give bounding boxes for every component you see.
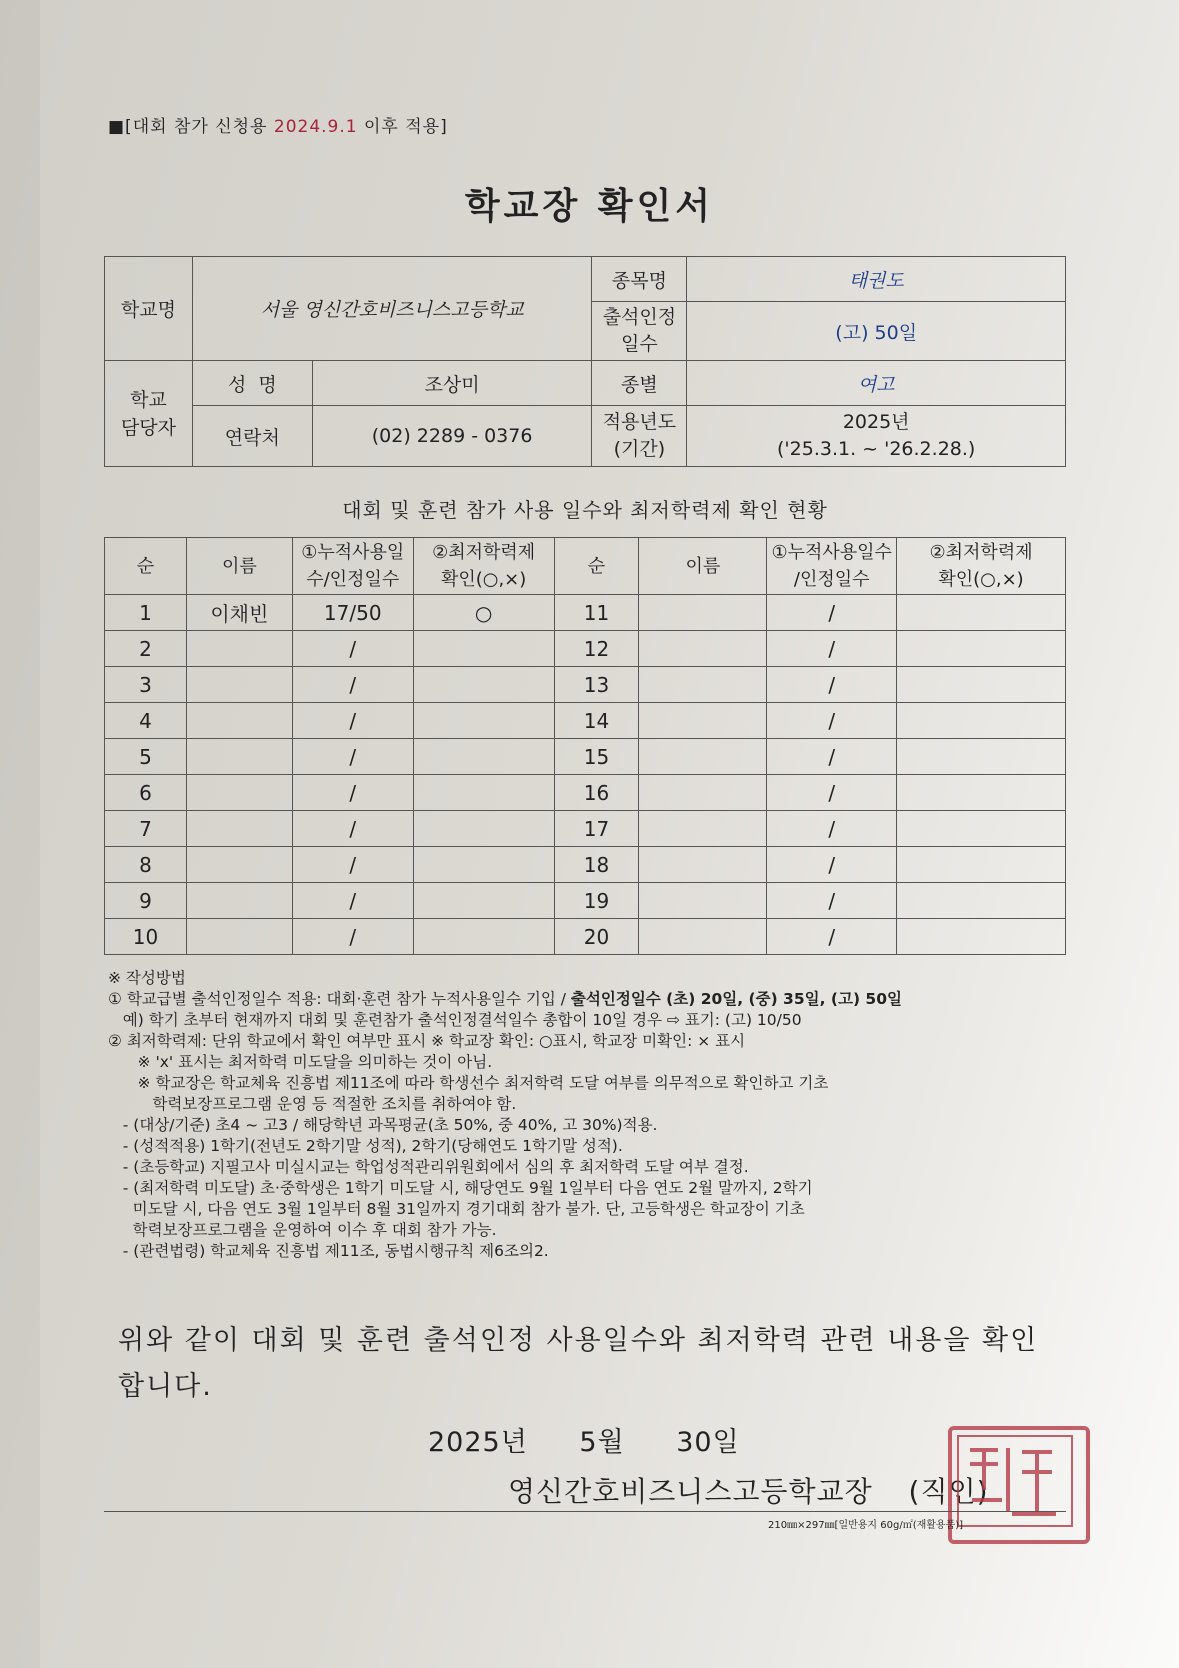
sport-value: 태권도 [687, 257, 1066, 302]
signer [508, 1470, 989, 1510]
cell-check [413, 811, 554, 847]
cell-check [413, 703, 554, 739]
cell-name2 [639, 739, 767, 775]
cell-days: / [292, 667, 413, 703]
cell-no: 10 [105, 919, 187, 955]
cell-no2: 14 [554, 703, 639, 739]
status-header-cell: 순 [554, 538, 639, 595]
date-month: 5월 [579, 1427, 625, 1458]
guide-line: 학력보장프로그램을 운영하여 이수 후 대회 참가 가능. [108, 1221, 497, 1239]
status-header-cell: ②최저학력제 확인(○,×) [897, 538, 1066, 595]
status-header-cell: ①누적사용일 수/인정일수 [292, 538, 413, 595]
cell-days2: / [767, 811, 897, 847]
header-date: 2024.9.1 [273, 117, 358, 137]
sport-label: 종목명 [592, 257, 687, 302]
cell-no2: 20 [554, 919, 639, 955]
cell-days2: / [767, 919, 897, 955]
cell-check [413, 847, 554, 883]
cell-check2 [897, 847, 1066, 883]
document-title: 학교장 확인서 [464, 186, 715, 227]
table-row [105, 667, 1066, 703]
cell-days: / [292, 883, 413, 919]
cell-check [413, 739, 554, 775]
status-header-cell: 이름 [639, 538, 767, 595]
cell-name2 [639, 595, 767, 631]
type-label: 종별 [592, 361, 687, 406]
school-value: 서울 영신간호비즈니스고등학교 [192, 257, 592, 361]
cell-name [186, 739, 292, 775]
signer-name: 영신간호비즈니스고등학교장 [508, 1475, 873, 1508]
cell-no: 3 [105, 667, 187, 703]
cell-no: 6 [105, 775, 187, 811]
cell-no: 5 [105, 739, 187, 775]
year-cell [687, 406, 1066, 467]
cell-no: 7 [105, 811, 187, 847]
cell-no2: 18 [554, 847, 639, 883]
date-day: 30일 [676, 1427, 740, 1458]
table-row [105, 739, 1066, 775]
cell-check2 [897, 667, 1066, 703]
cell-check: ○ [413, 595, 554, 631]
cell-days2: / [767, 775, 897, 811]
cell-name [186, 847, 292, 883]
year-period: ('25.3.1. ~ '26.2.28.) [777, 438, 976, 460]
cell-no: 9 [105, 883, 187, 919]
cell-no2: 11 [554, 595, 639, 631]
cell-name2 [639, 883, 767, 919]
cell-check2 [897, 631, 1066, 667]
cell-days: / [292, 847, 413, 883]
cell-days2: / [767, 739, 897, 775]
summary-title: 대회 및 훈련 참가 사용 일수와 최저학력제 확인 현황 [342, 498, 828, 522]
date-year: 2025년 [428, 1427, 528, 1458]
cell-no: 4 [105, 703, 187, 739]
cell-days: / [292, 703, 413, 739]
name-value: 조상미 [312, 361, 592, 406]
cell-check2 [897, 703, 1066, 739]
guide-item-1: ① 학교급별 출석인정일수 적용: 대회·훈련 참가 누적사용일수 기입 / 출석인정일수 (초) 20일, (중) 35일, (고) 50일 [108, 990, 902, 1008]
cell-name2 [639, 631, 767, 667]
cell-days: / [292, 775, 413, 811]
table-row [105, 595, 1066, 631]
cell-days2: / [767, 631, 897, 667]
year-label: 적용년도 (기간) [592, 406, 687, 467]
cell-check2 [897, 883, 1066, 919]
table-row [105, 703, 1066, 739]
bottom-rule [104, 1511, 1066, 1512]
cell-name [186, 703, 292, 739]
confirmation-statement: 위와 같이 대회 및 훈련 출석인정 사용일수와 최저학력 관련 내용을 확인합니다. [118, 1325, 1039, 1402]
cell-no: 8 [105, 847, 187, 883]
school-label: 학교명 [105, 257, 193, 361]
cell-no: 1 [105, 595, 187, 631]
writing-guide [108, 968, 1068, 1262]
cell-name [186, 919, 292, 955]
cell-days2: / [767, 703, 897, 739]
cell-no2: 12 [554, 631, 639, 667]
cell-check2 [897, 595, 1066, 631]
cell-name2 [639, 919, 767, 955]
contact-value: (02) 2289 - 0376 [312, 406, 592, 467]
guide-line: 미도달 시, 다음 연도 3월 1일부터 8월 31일까지 경기대회 참가 불가. 단, 고등학생은 학교장이 기초 [108, 1200, 805, 1218]
cell-name [186, 667, 292, 703]
cell-days2: / [767, 595, 897, 631]
cell-no: 2 [105, 631, 187, 667]
guide-line: ※ 학교장은 학교체육 진흥법 제11조에 따라 학생선수 최저학력 도달 여부를 의무적으로 확인하고 기초 [108, 1074, 829, 1092]
year-value: 2025년 [842, 411, 910, 433]
cell-name [186, 883, 292, 919]
guide-line: ※ 'x' 표시는 최저학력 미도달을 의미하는 것이 아님. [108, 1053, 493, 1071]
cell-name2 [639, 847, 767, 883]
seal-pattern-icon [952, 1430, 1078, 1532]
cell-days2: / [767, 883, 897, 919]
guide-heading: ※ 작성방법 [108, 969, 186, 987]
name-label: 성 명 [192, 361, 312, 406]
status-header-cell: 이름 [186, 538, 292, 595]
cell-check [413, 883, 554, 919]
type-value: 여고 [687, 361, 1066, 406]
cell-no2: 17 [554, 811, 639, 847]
cell-check [413, 667, 554, 703]
manager-label: 학교 담당자 [105, 361, 193, 467]
cell-check2 [897, 919, 1066, 955]
cell-check2 [897, 811, 1066, 847]
cell-name [186, 775, 292, 811]
guide-example: 예) 학기 초부터 현재까지 대회 및 훈련참가 출석인정결석일수 총합이 10일 경우 ⇨ 표기: (고) 10/50 [108, 1011, 802, 1029]
cell-no2: 15 [554, 739, 639, 775]
cell-check2 [897, 775, 1066, 811]
official-seal-icon [948, 1426, 1090, 1544]
contact-label: 연락처 [192, 406, 312, 467]
table-row [105, 919, 1066, 955]
status-table [104, 537, 1066, 955]
cell-days2: / [767, 667, 897, 703]
cell-no2: 16 [554, 775, 639, 811]
cell-name [186, 811, 292, 847]
cell-days: 17/50 [292, 595, 413, 631]
table-row [105, 883, 1066, 919]
status-header-cell: ②최저학력제 확인(○,×) [413, 538, 554, 595]
cell-check [413, 631, 554, 667]
info-table [104, 256, 1066, 467]
table-row [105, 811, 1066, 847]
header-note: ■[대회 참가 신청용 2024.9.1 이후 적용] [108, 117, 448, 137]
status-header-row [105, 538, 1066, 595]
cell-days: / [292, 739, 413, 775]
guide-line: - (성적적용) 1학기(전년도 2학기말 성적), 2학기(당해연도 1학기말 성적). [108, 1137, 623, 1155]
cell-name2 [639, 703, 767, 739]
guide-line: - (관련법령) 학교체육 진흥법 제11조, 동법시행규칙 제6조의2. [108, 1242, 549, 1260]
attendance-label: 출석인정 일수 [592, 302, 687, 361]
signature-date [428, 1420, 782, 1459]
cell-days2: / [767, 847, 897, 883]
seal-text: (직인) [908, 1475, 989, 1508]
cell-days: / [292, 811, 413, 847]
guide-item-2: ② 최저학력제: 단위 학교에서 확인 여부만 표시 ※ 학교장 확인: ○표시, 학교장 미확인: × 표시 [108, 1032, 746, 1050]
status-header-cell: 순 [105, 538, 187, 595]
guide-line: - (초등학교) 지필고사 미실시교는 학업성적관리위원회에서 심의 후 최저학력 도달 여부 결정. [108, 1158, 749, 1176]
guide-line: 학력보장프로그램 운영 등 적절한 조치를 취하여야 함. [108, 1095, 517, 1113]
cell-check [413, 919, 554, 955]
cell-days: / [292, 631, 413, 667]
attendance-value: (고) 50일 [687, 302, 1066, 361]
guide-line: - (최저학력 미도달) 초·중학생은 1학기 미도달 시, 해당연도 9월 1일부터 다음 연도 2월 말까지, 2학기 [108, 1179, 813, 1197]
cell-days: / [292, 919, 413, 955]
cell-check [413, 775, 554, 811]
table-row [105, 631, 1066, 667]
cell-name2 [639, 775, 767, 811]
table-row [105, 847, 1066, 883]
cell-name2 [639, 811, 767, 847]
cell-no2: 13 [554, 667, 639, 703]
cell-name2 [639, 667, 767, 703]
cell-name: 이채빈 [186, 595, 292, 631]
cell-check2 [897, 739, 1066, 775]
cell-no2: 19 [554, 883, 639, 919]
guide-line: - (대상/기준) 초4 ~ 고3 / 해당학년 과목평균(초 50%, 중 40%, 고 30%)적용. [108, 1116, 658, 1134]
table-row [105, 775, 1066, 811]
paper-size-note: 210㎜×297㎜[일반용지 60g/㎡(재활용품)] [768, 1520, 964, 1531]
status-header-cell: ①누적사용일수 /인정일수 [767, 538, 897, 595]
cell-name [186, 631, 292, 667]
